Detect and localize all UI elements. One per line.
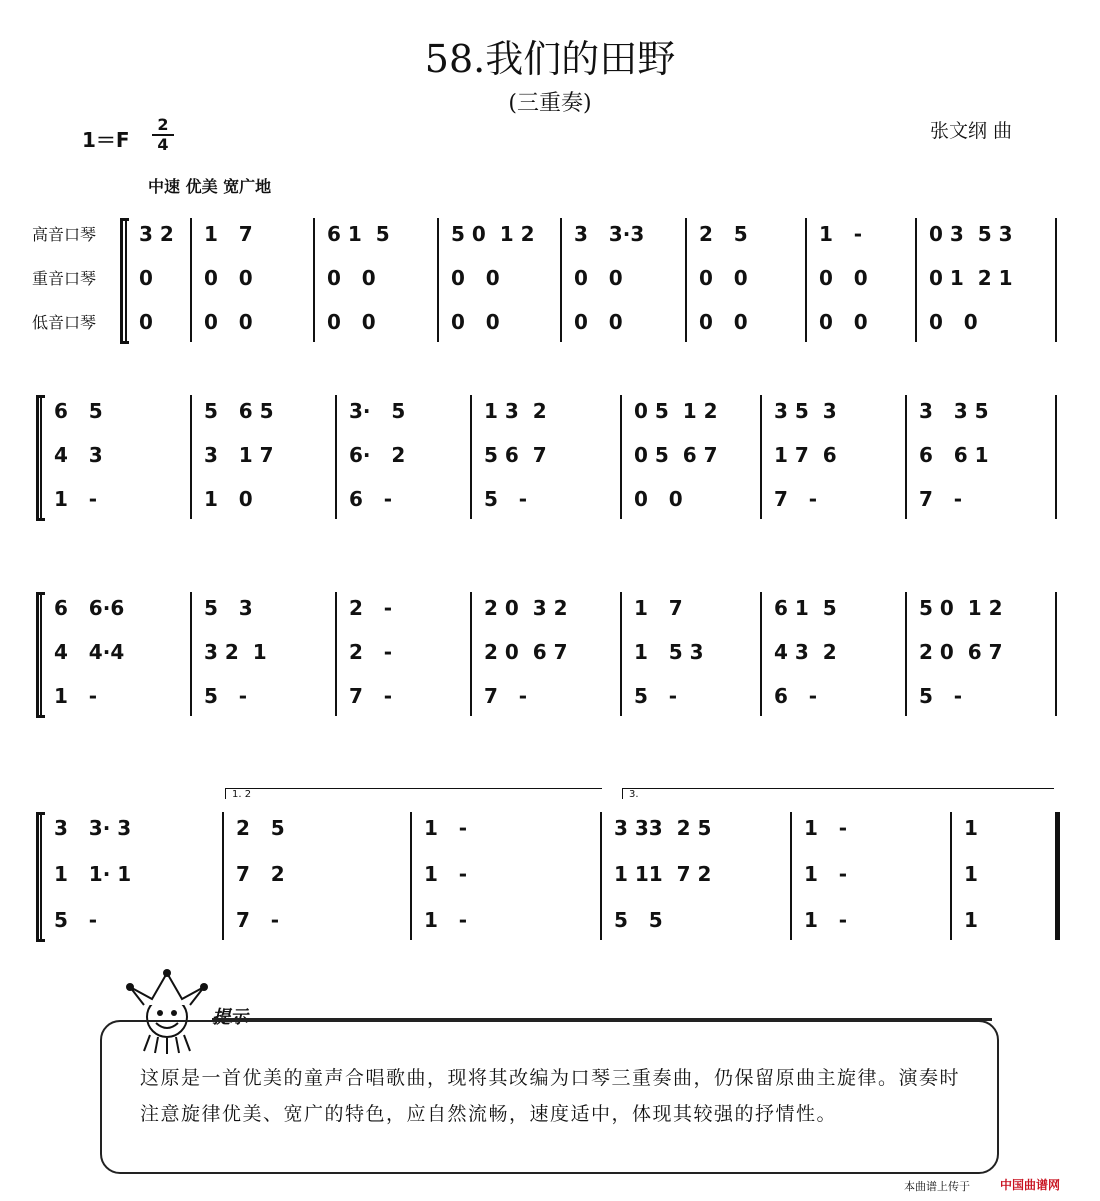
measure-notes: 1 0 (204, 487, 253, 511)
barline (125, 218, 127, 342)
measure-notes: 0 0 (327, 310, 376, 334)
key-signature: 1＝F (82, 128, 130, 152)
measure-notes: 1 7 6 (774, 443, 837, 467)
barline (805, 218, 807, 342)
barline (190, 395, 192, 519)
measure-notes: 3· 5 (349, 399, 406, 423)
measure-notes: 5 - (634, 684, 678, 708)
part-label: 低音口琴 (32, 313, 97, 332)
measure-notes: 1 - (804, 816, 848, 840)
measure-notes: 4 3 (54, 443, 103, 467)
barline (760, 592, 762, 716)
measure-notes: 5 5 (614, 908, 663, 932)
barline (905, 395, 907, 519)
barline (190, 218, 192, 342)
measure-notes: 6 6 1 (919, 443, 989, 467)
measure-notes: 1 - (424, 862, 468, 886)
measure-notes: 7 2 (236, 862, 285, 886)
measure-notes: 0 0 (327, 266, 376, 290)
measure-notes: 6 - (774, 684, 818, 708)
barline (600, 812, 602, 940)
measure-notes: 0 1 2 1 (929, 266, 1013, 290)
hint-title: 提示 (212, 1007, 248, 1028)
measure-notes: 6· 2 (349, 443, 406, 467)
measure-notes: 2 0 6 7 (919, 640, 1003, 664)
measure-notes: 1 7 (204, 222, 253, 246)
measure-notes: 7 - (774, 487, 818, 511)
barline (470, 395, 472, 519)
barline (1055, 218, 1057, 342)
measure-notes: 5 - (484, 487, 528, 511)
measure-notes: 1 1· 1 (54, 862, 132, 886)
barline (40, 592, 42, 716)
measure-notes: 7 - (349, 684, 393, 708)
measure-notes: 0 0 (819, 266, 868, 290)
measure-notes: 5 - (204, 684, 248, 708)
barline (410, 812, 412, 940)
barline (190, 592, 192, 716)
barline (470, 592, 472, 716)
barline (335, 592, 337, 716)
page-title: 58.我们的田野 (424, 37, 676, 81)
measure-notes: 3 33 2 5 (614, 816, 712, 840)
measure-notes: 5 0 1 2 (919, 596, 1003, 620)
composer: 张文纲 曲 (930, 120, 1013, 142)
measure-notes: 0 0 (204, 310, 253, 334)
measure-notes: 2 - (349, 596, 393, 620)
measure-notes: 0 0 (451, 266, 500, 290)
measure-notes: 3 5 3 (774, 399, 837, 423)
measure-notes: 1 - (424, 816, 468, 840)
measure-notes: 5 - (919, 684, 963, 708)
measure-notes: 1 - (424, 908, 468, 932)
barline (560, 218, 562, 342)
time-signature (152, 116, 174, 154)
measure-notes: 1 7 (634, 596, 683, 620)
site-logo: 中国曲谱网 (1000, 1178, 1061, 1192)
measure-notes: 5 3 (204, 596, 253, 620)
measure-notes: 3 2 (139, 222, 174, 246)
measure-notes: 7 - (236, 908, 280, 932)
tempo-marking: 中速 优美 宽广地 (148, 177, 272, 196)
measure-notes: 3 3· 3 (54, 816, 132, 840)
hint-text: 这原是一首优美的童声合唱歌曲，现将其改编为口琴三重奏曲，仍保留原曲主旋律。演奏时注意旋律优美、宽广的特色，应自然流畅，速度适中，体现其较强的抒情性。 (140, 1067, 961, 1125)
measure-notes: 0 0 (634, 487, 683, 511)
meter-bottom: 4 (152, 134, 174, 154)
measure-notes: 1 - (54, 487, 98, 511)
measure-notes: 3 3 5 (919, 399, 989, 423)
measure-notes: 7 - (919, 487, 963, 511)
measure-notes: 6 - (349, 487, 393, 511)
volta-1-2: 1. 2 (225, 788, 602, 799)
measure-notes: 0 5 6 7 (634, 443, 718, 467)
measure-notes: 6 1 5 (774, 596, 837, 620)
measure-notes: 6 5 (54, 399, 103, 423)
barline (950, 812, 952, 940)
barline (222, 812, 224, 940)
measure-notes: 3 2 1 (204, 640, 267, 664)
barline (335, 395, 337, 519)
meter-top: 2 (157, 115, 169, 134)
barline (40, 812, 42, 940)
measure-notes: 0 0 (204, 266, 253, 290)
barline (760, 395, 762, 519)
barline (1055, 395, 1057, 519)
measure-notes: 2 0 3 2 (484, 596, 568, 620)
measure-notes: 4 3 2 (774, 640, 837, 664)
measure-notes: 1 - (804, 908, 848, 932)
measure-notes: 1 - (54, 684, 98, 708)
measure-notes: 1 3 2 (484, 399, 547, 423)
measure-notes: 1 (964, 816, 978, 840)
barline (790, 812, 792, 940)
measure-notes: 0 0 (451, 310, 500, 334)
part-label: 高音口琴 (32, 225, 97, 244)
measure-notes: 6 6·6 (54, 596, 125, 620)
barline (1055, 592, 1057, 716)
measure-notes: 0 0 (574, 310, 623, 334)
volta-3: 3. (622, 788, 1054, 799)
measure-notes: 7 - (484, 684, 528, 708)
measure-notes: 1 (964, 862, 978, 886)
measure-notes: 4 4·4 (54, 640, 125, 664)
barline (1055, 812, 1060, 940)
measure-notes: 2 5 (236, 816, 285, 840)
measure-notes: 3 1 7 (204, 443, 274, 467)
footer-note: 本曲谱上传于 (904, 1180, 970, 1193)
measure-notes: 5 6 7 (484, 443, 547, 467)
measure-notes: 1 (964, 908, 978, 932)
measure-notes: 5 6 5 (204, 399, 274, 423)
measure-notes: 2 0 6 7 (484, 640, 568, 664)
barline (915, 218, 917, 342)
measure-notes: 3 3·3 (574, 222, 645, 246)
measure-notes: 1 11 7 2 (614, 862, 712, 886)
part-label: 重音口琴 (32, 269, 97, 288)
barline (313, 218, 315, 342)
measure-notes: 0 0 (929, 310, 978, 334)
measure-notes: 5 0 1 2 (451, 222, 535, 246)
measure-notes: 5 - (54, 908, 98, 932)
barline (40, 395, 42, 519)
barline (620, 395, 622, 519)
measure-notes: 6 1 5 (327, 222, 390, 246)
measure-notes: 0 (139, 266, 153, 290)
measure-notes: 2 5 (699, 222, 748, 246)
measure-notes: 0 (139, 310, 153, 334)
measure-notes: 1 5 3 (634, 640, 704, 664)
barline (905, 592, 907, 716)
barline (620, 592, 622, 716)
measure-notes: 1 - (819, 222, 863, 246)
measure-notes: 0 0 (699, 310, 748, 334)
measure-notes: 0 3 5 3 (929, 222, 1013, 246)
measure-notes: 1 - (804, 862, 848, 886)
measure-notes: 0 5 1 2 (634, 399, 718, 423)
measure-notes: 2 - (349, 640, 393, 664)
barline (685, 218, 687, 342)
measure-notes: 0 0 (574, 266, 623, 290)
page-subtitle: (三重奏) (508, 91, 592, 116)
barline (437, 218, 439, 342)
measure-notes: 0 0 (699, 266, 748, 290)
measure-notes: 0 0 (819, 310, 868, 334)
